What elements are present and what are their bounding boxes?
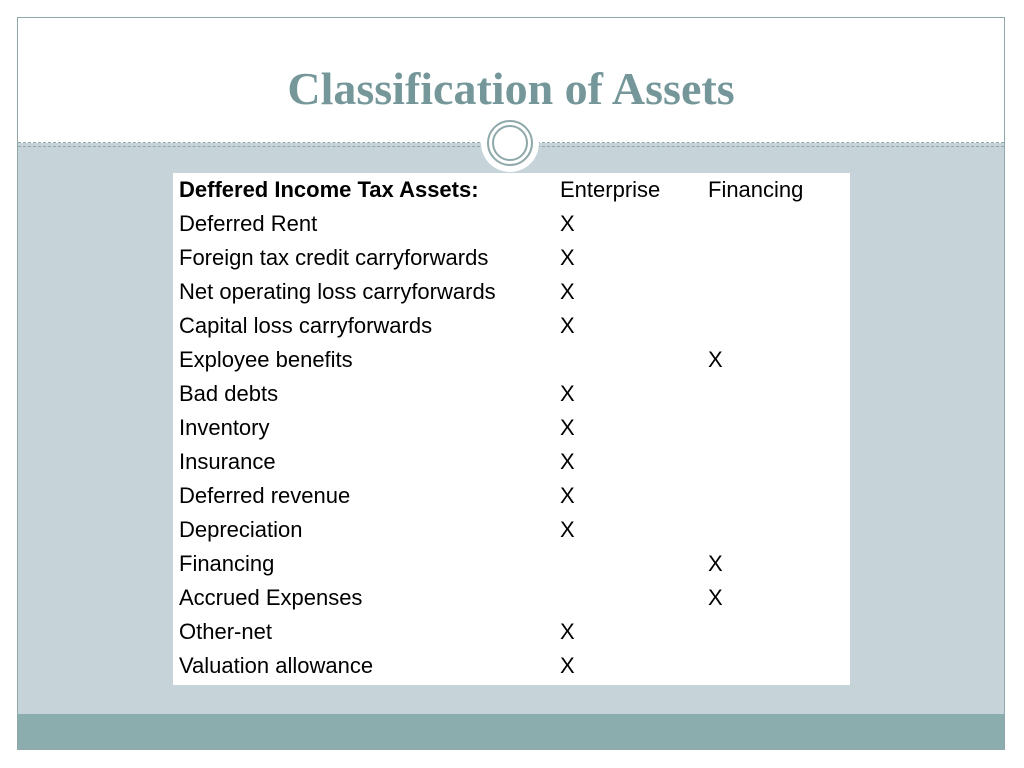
financing-cell [708, 309, 838, 343]
financing-cell: X [708, 585, 723, 610]
header-asset-type: Deffered Income Tax Assets: [179, 177, 479, 202]
slide-title: Classification of Assets [287, 63, 735, 114]
table-row [179, 309, 838, 343]
table-row [179, 649, 838, 683]
header-enterprise: Enterprise [560, 177, 661, 202]
enterprise-cell: X [560, 517, 575, 542]
table-row [179, 343, 838, 377]
enterprise-cell: X [560, 381, 575, 406]
asset-name-cell: Valuation allowance [179, 653, 374, 678]
circle-ornament-icon [481, 114, 539, 172]
table-row [179, 377, 838, 411]
asset-name-cell: Exployee benefits [179, 347, 353, 372]
asset-name-cell: Accrued Expenses [179, 585, 363, 610]
enterprise-cell [560, 547, 708, 581]
table-row [179, 513, 838, 547]
header-financing: Financing [708, 177, 804, 202]
table-row [179, 275, 838, 309]
enterprise-cell: X [560, 483, 575, 508]
financing-cell [708, 615, 838, 649]
financing-cell [708, 411, 838, 445]
enterprise-cell: X [560, 619, 575, 644]
enterprise-cell: X [560, 245, 575, 270]
financing-cell [708, 649, 838, 683]
financing-cell [708, 241, 838, 275]
enterprise-cell: X [560, 415, 575, 440]
enterprise-cell: X [560, 653, 575, 678]
table-row [179, 581, 838, 615]
asset-name-cell: Bad debts [179, 381, 279, 406]
table-row [179, 615, 838, 649]
enterprise-cell: X [560, 313, 575, 338]
ornament-outer-ring [487, 120, 533, 166]
enterprise-cell: X [560, 211, 575, 236]
table-row [179, 241, 838, 275]
asset-name-cell: Financing [179, 551, 275, 576]
asset-name-cell: Capital loss carryforwards [179, 313, 433, 338]
table-body [179, 207, 838, 683]
financing-cell: X [708, 551, 723, 576]
financing-cell [708, 207, 838, 241]
table-container [173, 173, 850, 685]
asset-name-cell: Foreign tax credit carryforwards [179, 245, 489, 270]
asset-name-cell: Net operating loss carryforwards [179, 279, 496, 304]
table-row [179, 479, 838, 513]
table-header-row [179, 173, 838, 207]
table-row [179, 411, 838, 445]
enterprise-cell: X [560, 279, 575, 304]
asset-name-cell: Depreciation [179, 517, 303, 542]
financing-cell [708, 513, 838, 547]
financing-cell [708, 377, 838, 411]
slide-frame [17, 17, 1005, 750]
asset-name-cell: Deferred revenue [179, 483, 351, 508]
financing-cell [708, 275, 838, 309]
ornament-inner-ring [492, 125, 528, 161]
enterprise-cell [560, 581, 708, 615]
financing-cell: X [708, 347, 723, 372]
enterprise-cell: X [560, 449, 575, 474]
asset-name-cell: Inventory [179, 415, 270, 440]
table-row [179, 207, 838, 241]
asset-name-cell: Insurance [179, 449, 276, 474]
table-row [179, 547, 838, 581]
asset-name-cell: Other-net [179, 619, 272, 644]
financing-cell [708, 479, 838, 513]
table-row [179, 445, 838, 479]
asset-classification-table [179, 173, 838, 683]
asset-name-cell: Deferred Rent [179, 211, 318, 236]
financing-cell [708, 445, 838, 479]
enterprise-cell [560, 343, 708, 377]
footer-bar [18, 714, 1004, 749]
